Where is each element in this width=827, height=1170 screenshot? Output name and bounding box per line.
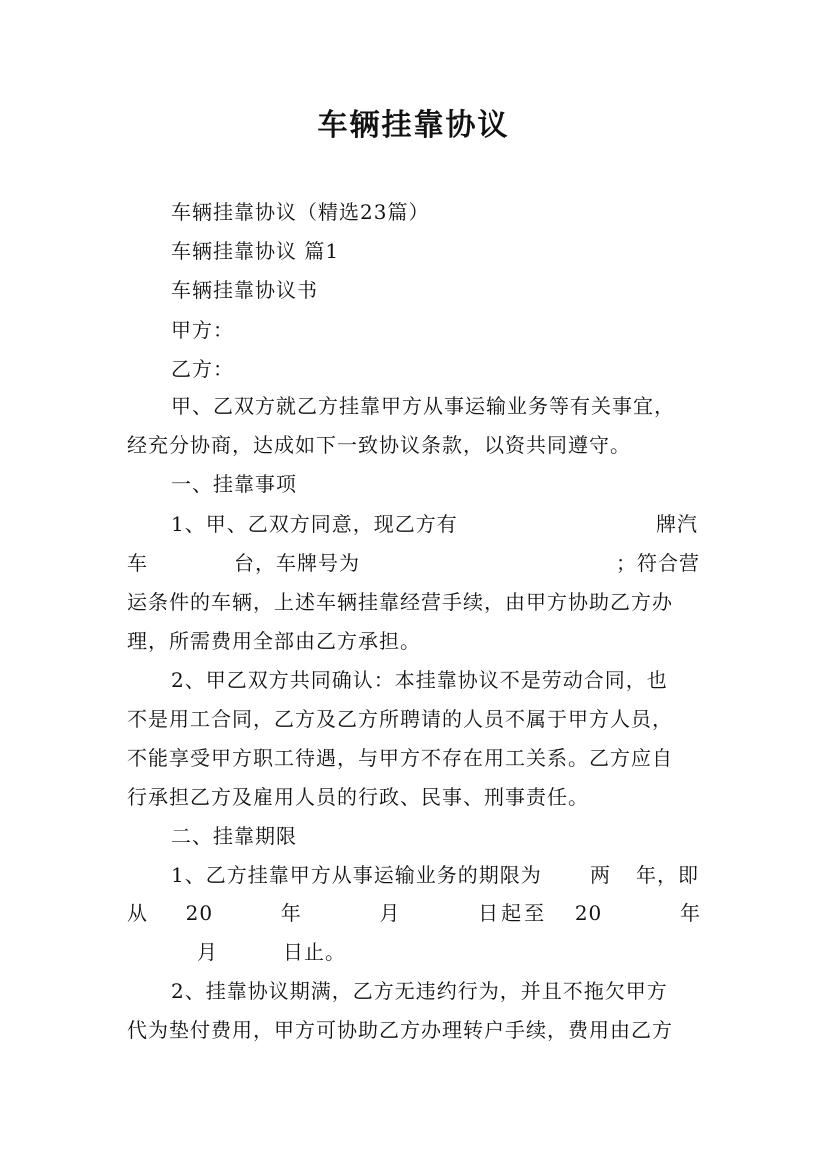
paragraph-line: 理，所需费用全部由乙方承担。 bbox=[127, 629, 421, 653]
paragraph-line: 年，即 bbox=[636, 863, 699, 887]
paragraph-line: 运条件的车辆，上述车辆挂靠经营手续，由甲方协助乙方办 bbox=[127, 590, 673, 614]
paragraph-line: 1、甲、乙双方同意，现乙方有 bbox=[171, 512, 458, 536]
paragraph-line: 台，车牌号为 bbox=[234, 551, 360, 575]
subtitle-line: 车辆挂靠协议（精选23篇） bbox=[171, 200, 430, 224]
paragraph-line: 不能享受甲方职工待遇，与甲方不存在用工关系。乙方应自 bbox=[127, 746, 673, 770]
paragraph-line: 日止。 bbox=[283, 940, 346, 964]
document-title: 车辆挂靠协议 bbox=[317, 108, 510, 143]
date-word: 从 bbox=[127, 901, 148, 925]
date-word: 年 bbox=[280, 901, 302, 925]
paragraph-line: 1、乙方挂靠甲方从事运输业务的期限为 bbox=[171, 863, 542, 887]
paragraph-line: 甲、乙双方就乙方挂靠甲方从事运输业务等有关事宜， bbox=[171, 394, 675, 418]
paragraph-line: 不是用工合同，乙方及乙方所聘请的人员不属于甲方人员， bbox=[127, 707, 673, 731]
paragraph-line: 牌汽 bbox=[656, 512, 698, 536]
paragraph-line: 2、甲乙双方共同确认：本挂靠协议不是劳动合同，也 bbox=[171, 668, 668, 692]
date-word: 日起至 bbox=[478, 901, 548, 925]
date-range-line bbox=[127, 900, 701, 926]
paragraph-line: 行承担乙方及雇用人员的行政、民事、刑事责任。 bbox=[127, 785, 589, 809]
paragraph-line: 2、挂靠协议期满，乙方无违约行为，并且不拖欠甲方 bbox=[171, 979, 668, 1003]
paragraph-line: 代为垫付费用，甲方可协助乙方办理转户手续，费用由乙方 bbox=[127, 1018, 673, 1042]
party-b-label: 乙方： bbox=[171, 357, 234, 381]
paragraph-line: 两 bbox=[590, 863, 611, 887]
party-a-label: 甲方： bbox=[171, 318, 234, 342]
clause-heading: 一、挂靠事项 bbox=[171, 472, 297, 496]
date-word: 年 bbox=[679, 901, 701, 925]
paragraph-line: 经充分协商，达成如下一致协议条款，以资共同遵守。 bbox=[127, 433, 631, 457]
paragraph-line: ；符合营 bbox=[616, 551, 700, 575]
date-word: 20 bbox=[574, 901, 603, 925]
section-heading: 车辆挂靠协议 篇1 bbox=[171, 239, 340, 263]
date-word: 20 bbox=[185, 901, 214, 925]
paragraph-line: 月 bbox=[197, 940, 218, 964]
clause-heading: 二、挂靠期限 bbox=[171, 824, 297, 848]
paragraph-line: 车 bbox=[127, 551, 148, 575]
agreement-heading: 车辆挂靠协议书 bbox=[171, 278, 318, 302]
date-word: 月 bbox=[379, 901, 401, 925]
